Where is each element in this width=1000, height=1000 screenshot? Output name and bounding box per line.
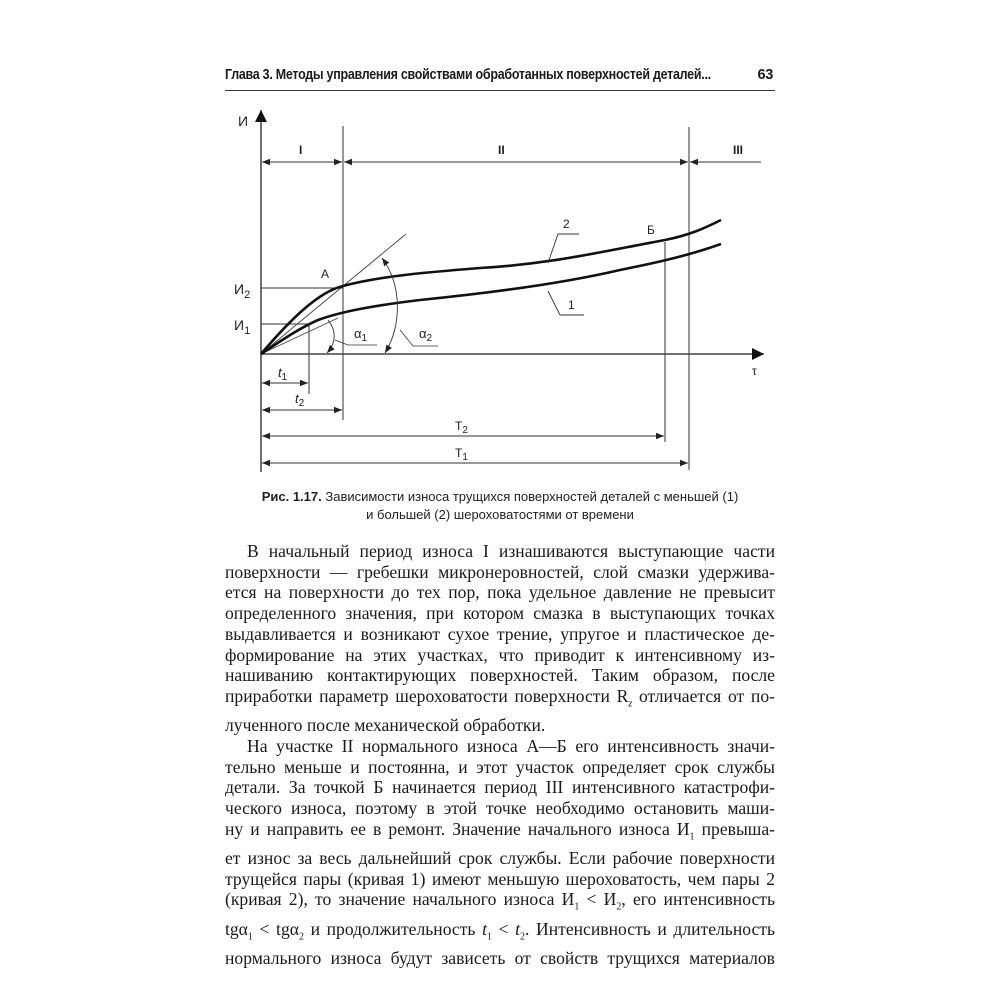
text-line: трущейся пары (кривая 1) имеют меньшую шероховатость, чем пары 2 [225, 868, 775, 889]
text-segment: tgα [225, 918, 248, 939]
text-line: формирование на этих участках, что приводит к интенсивному из- [225, 644, 775, 665]
text-line: На участке II нормального износа А—Б его интенсивность значи- [247, 735, 775, 756]
paragraph-2 [225, 736, 775, 969]
tangent-line-2 [261, 234, 406, 354]
level-i2-label: $И_2$ [234, 281, 251, 301]
curve-2 [261, 220, 721, 354]
text-line [225, 686, 775, 715]
text-line: ческого износа, поэтому в этой точке необходимо остановить маши- [225, 797, 775, 818]
text-segment: (кривая 2), то значение начального износа И [225, 889, 575, 910]
caption-line-1 [225, 488, 775, 506]
figure-caption [225, 488, 775, 524]
text-line: поверхности — гребешки микронеровностей, слой смазки удержива- [225, 561, 775, 582]
text-segment: < [491, 918, 516, 939]
text-line: лученного после механической обработки. [225, 715, 546, 736]
curve-1 [261, 244, 721, 354]
subscript: 1 [689, 831, 695, 843]
text-segment: превыша- [694, 818, 775, 839]
text-segment: ну и направить ее в ремонт. Значение начального износа И [225, 818, 690, 839]
text-line: ет износ за весь дальнейший срок службы. Если рабочие поверхности [225, 847, 775, 868]
chapter-title: Глава 3. Методы управления свойствами обработанных поверхностей деталей... [225, 67, 711, 83]
T1-label: $T_1$ [455, 446, 468, 463]
text-line: детали. За точкой Б начинается период III интенсивного катастрофи- [225, 777, 775, 798]
point-b-label: Б [647, 223, 655, 237]
caption-label: Рис. 1.17. [261, 489, 322, 504]
T2-label: $T_2$ [455, 419, 468, 436]
subscript: 1 [574, 901, 580, 913]
curve-1-label: 1 [568, 298, 575, 312]
subscript: z [628, 698, 633, 710]
x-axis-label: τ [752, 364, 757, 378]
period-2-label: II [498, 143, 505, 157]
subscript: 1 [486, 931, 492, 943]
point-a-label: А [321, 267, 330, 281]
body-text [225, 541, 775, 968]
text-segment: , его интенсивность [621, 889, 775, 910]
period-1-label: I [299, 143, 303, 157]
text-line: определенного значения, при котором смазка в выступающих точках [225, 603, 775, 624]
text-segment: < tgα [252, 918, 299, 939]
level-i1-label: $И_1$ [234, 317, 251, 337]
caption-text-2: и большей (2) шероховатостями от времени [366, 507, 634, 522]
text-segment: и продолжительность [303, 918, 483, 939]
caption-text-1: Зависимости износа трущихся поверхностей деталей с меньшей (1) [325, 489, 739, 504]
period-3-label: III [733, 143, 744, 157]
alpha2-label: $\alpha_2$ [419, 326, 433, 344]
text-line [225, 819, 775, 848]
text-line: выдавливается и возникают сухое трение, упругое и пластическое де- [225, 623, 775, 644]
text-segment: < И [579, 889, 617, 910]
y-axis-label: И [238, 113, 249, 129]
text-segment: отличается от по- [632, 685, 775, 706]
text-segment: . Интенсивность и длительность [525, 918, 776, 939]
text-line: нормального износа будут зависеть от свойств трущихся материалов [225, 947, 775, 968]
subscript: 2 [616, 901, 622, 913]
t1-label: $t_1$ [278, 365, 288, 383]
paragraph-1 [225, 541, 775, 736]
italic-var: t [482, 918, 487, 939]
curve-2-label: 2 [563, 217, 570, 231]
curve-1-leader [548, 291, 584, 315]
tangent-line-1 [261, 318, 338, 354]
text-line: тельно меньше и постоянна, и этот участок определяет срок службы [225, 756, 775, 777]
subscript: 2 [520, 931, 525, 943]
text-line [225, 919, 775, 948]
t2-label: $t_2$ [295, 391, 305, 409]
alpha1-arc [327, 320, 334, 353]
italic-var: t [515, 918, 520, 939]
subscript: 2 [298, 931, 304, 943]
text-line: ется на поверхности до тех пор, пока удельное давление не превысит [225, 582, 775, 603]
text-segment: приработки параметр шероховатости поверхности R [225, 685, 629, 706]
text-line: В начальный период износа I изнашиваются выступающие части [247, 541, 775, 561]
text-line [225, 889, 775, 918]
subscript: 1 [247, 931, 253, 943]
text-line: нашиванию контактирующих поверхностей. Таким образом, после [225, 665, 775, 686]
alpha1-label: $\alpha_1$ [354, 326, 368, 344]
page-number: 63 [757, 67, 773, 83]
